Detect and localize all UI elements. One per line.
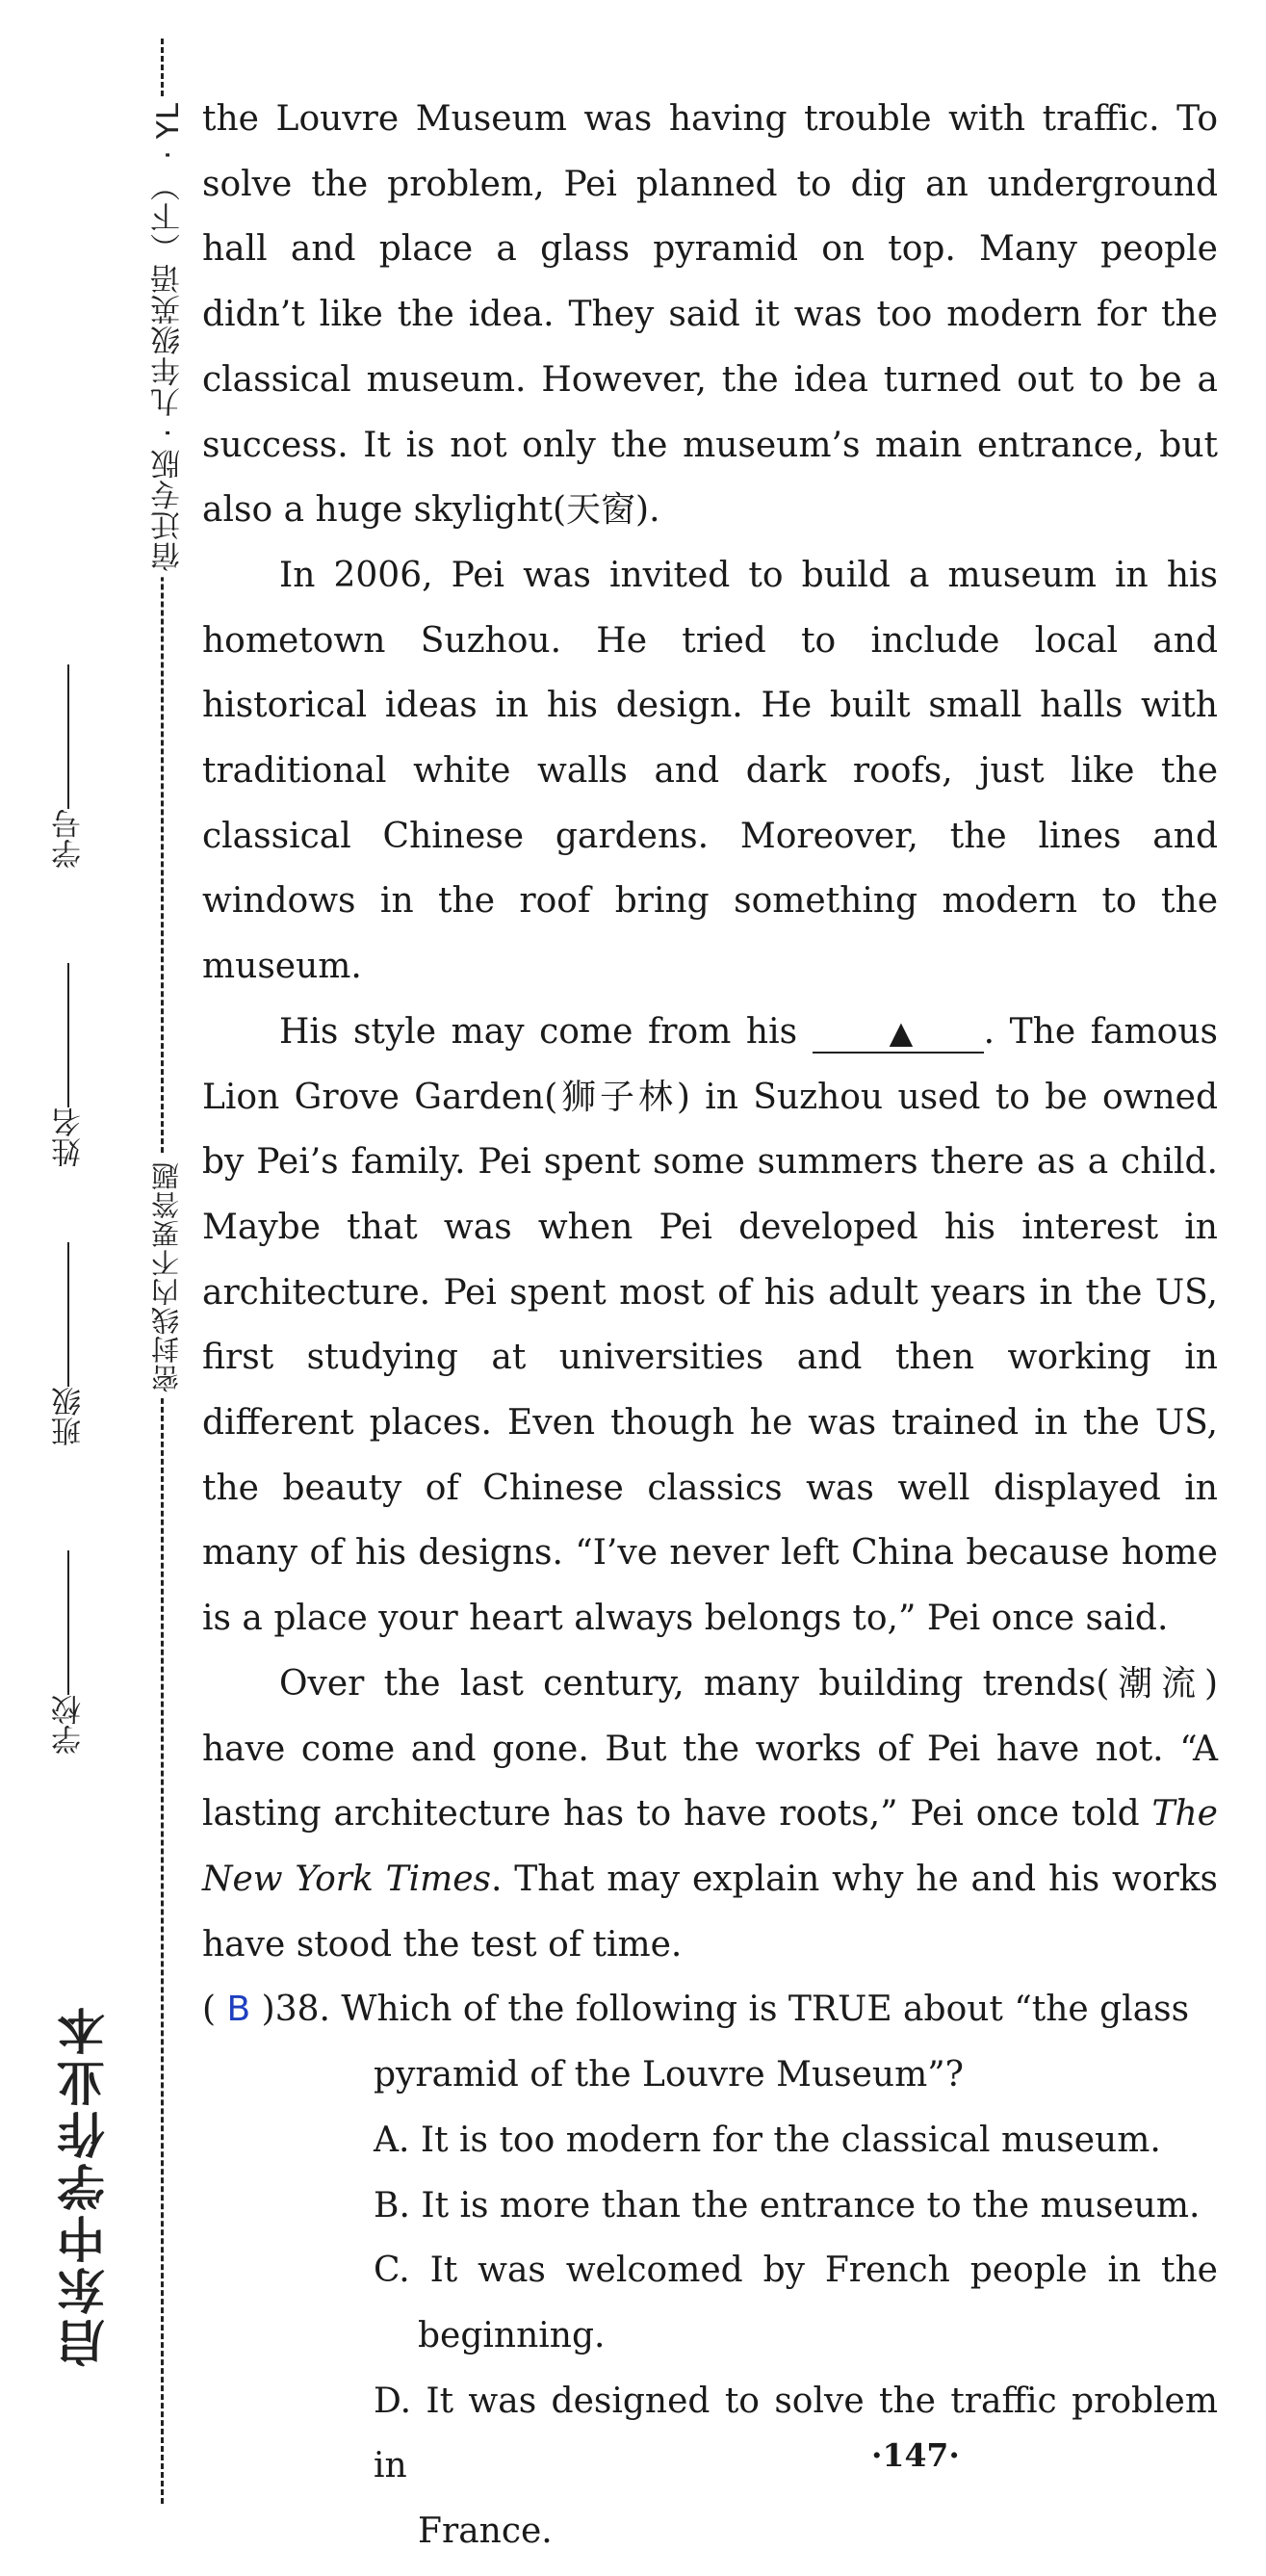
paragraph-2: In 2006, Pei was invited to build a museum in his hometown Suzhou. He tried to include local and historical ideas in his design. He built small halls with traditional white walls and dark roofs, just like the classical Chinese gardens. Moreover, the lines and windows in the roof bring something modern to the museum. xyxy=(202,555,1218,987)
student-number-field[interactable] xyxy=(46,664,90,869)
paragraph-3 xyxy=(202,1000,1218,1652)
name-line[interactable] xyxy=(67,963,69,1107)
brand-title: 启东中学作业本 xyxy=(50,2003,119,2367)
name-label: 姓名 xyxy=(51,1107,87,1167)
paragraph-3-start: His style may come from his xyxy=(279,1011,813,1052)
page-number: ·147· xyxy=(871,2436,960,2474)
student-number-line[interactable] xyxy=(67,664,69,809)
question-stem: Which of the following is TRUE about “the glass xyxy=(329,1990,1190,2030)
triangle-icon: ▲ xyxy=(889,1013,914,1051)
option-a[interactable]: A. It is too modern for the classical museum. xyxy=(374,2120,1161,2160)
class-label: 班级 xyxy=(51,1387,87,1446)
paragraph-4-start: Over the last century, many building trends(潮流) have come and gone. But the works of Pei have not. “A lasting architecture has to have roots,” Pei once told xyxy=(202,1663,1219,1834)
paragraph-3-rest: . The famous Lion Grove Garden(狮子林) in Suzhou used to be owned by Pei’s family. Pei spent some summers there as a child. Maybe that was when Pei developed his interest in architecture. Pei spent most of his adult years in the US, first studying at universities and then working in different places. Even though he was trained in the US, the beauty of Chinese classics was well displayed in many of his designs. “I’ve never left China because home is a place your heart always belongs to,” Pei once said. xyxy=(202,1011,1219,1639)
answer-choice[interactable]: B xyxy=(226,1990,251,2030)
question-number: 38. xyxy=(274,1990,330,2030)
newspaper-title: The New York Times xyxy=(202,1794,1218,1899)
student-number-label: 学号 xyxy=(51,809,87,869)
answer-bracket-open: ( xyxy=(202,1990,227,2030)
binding-margin xyxy=(0,0,193,2576)
question-stem-continued: pyramid of the Louvre Museum”? xyxy=(374,2055,964,2095)
paragraph-4-end: . That may explain why he and his works have stood the test of time. xyxy=(202,1859,1218,1965)
series-label: 宿迁专版 · 九年级英语（下） · YL xyxy=(146,96,190,577)
reading-passage xyxy=(202,87,1218,2564)
seal-notice: 密封线内不要答题 xyxy=(146,1156,186,1398)
paragraph-4 xyxy=(202,1652,1218,1978)
question-38 xyxy=(202,1977,1218,2043)
option-d-continued: France. xyxy=(418,2511,553,2552)
class-field[interactable] xyxy=(46,1242,90,1446)
paragraph-1: the Louvre Museum was having trouble with traffic. To solve the problem, Pei planned to dig an underground hall and place a glass pyramid on top. Many people didn’t like the idea. They said it was too modern for the classical museum. However, the idea turned out to be a success. It is not only the museum’s main entrance, but also a huge skylight(天窗). xyxy=(202,99,1218,531)
option-d[interactable]: D. It was designed to solve the traffic problem in xyxy=(374,2381,1218,2486)
answer-bracket-close: ) xyxy=(250,1990,275,2030)
option-c[interactable]: C. It was welcomed by French people in the xyxy=(374,2251,1218,2291)
school-line[interactable] xyxy=(67,1550,69,1695)
option-b[interactable]: B. It is more than the entrance to the museum. xyxy=(374,2185,1201,2225)
option-c-continued: beginning. xyxy=(418,2315,606,2355)
name-field[interactable] xyxy=(46,963,90,1167)
answer-blank[interactable] xyxy=(813,1013,984,1054)
school-field[interactable] xyxy=(46,1550,90,1755)
school-label: 学校 xyxy=(51,1695,87,1755)
class-line[interactable] xyxy=(67,1242,69,1387)
